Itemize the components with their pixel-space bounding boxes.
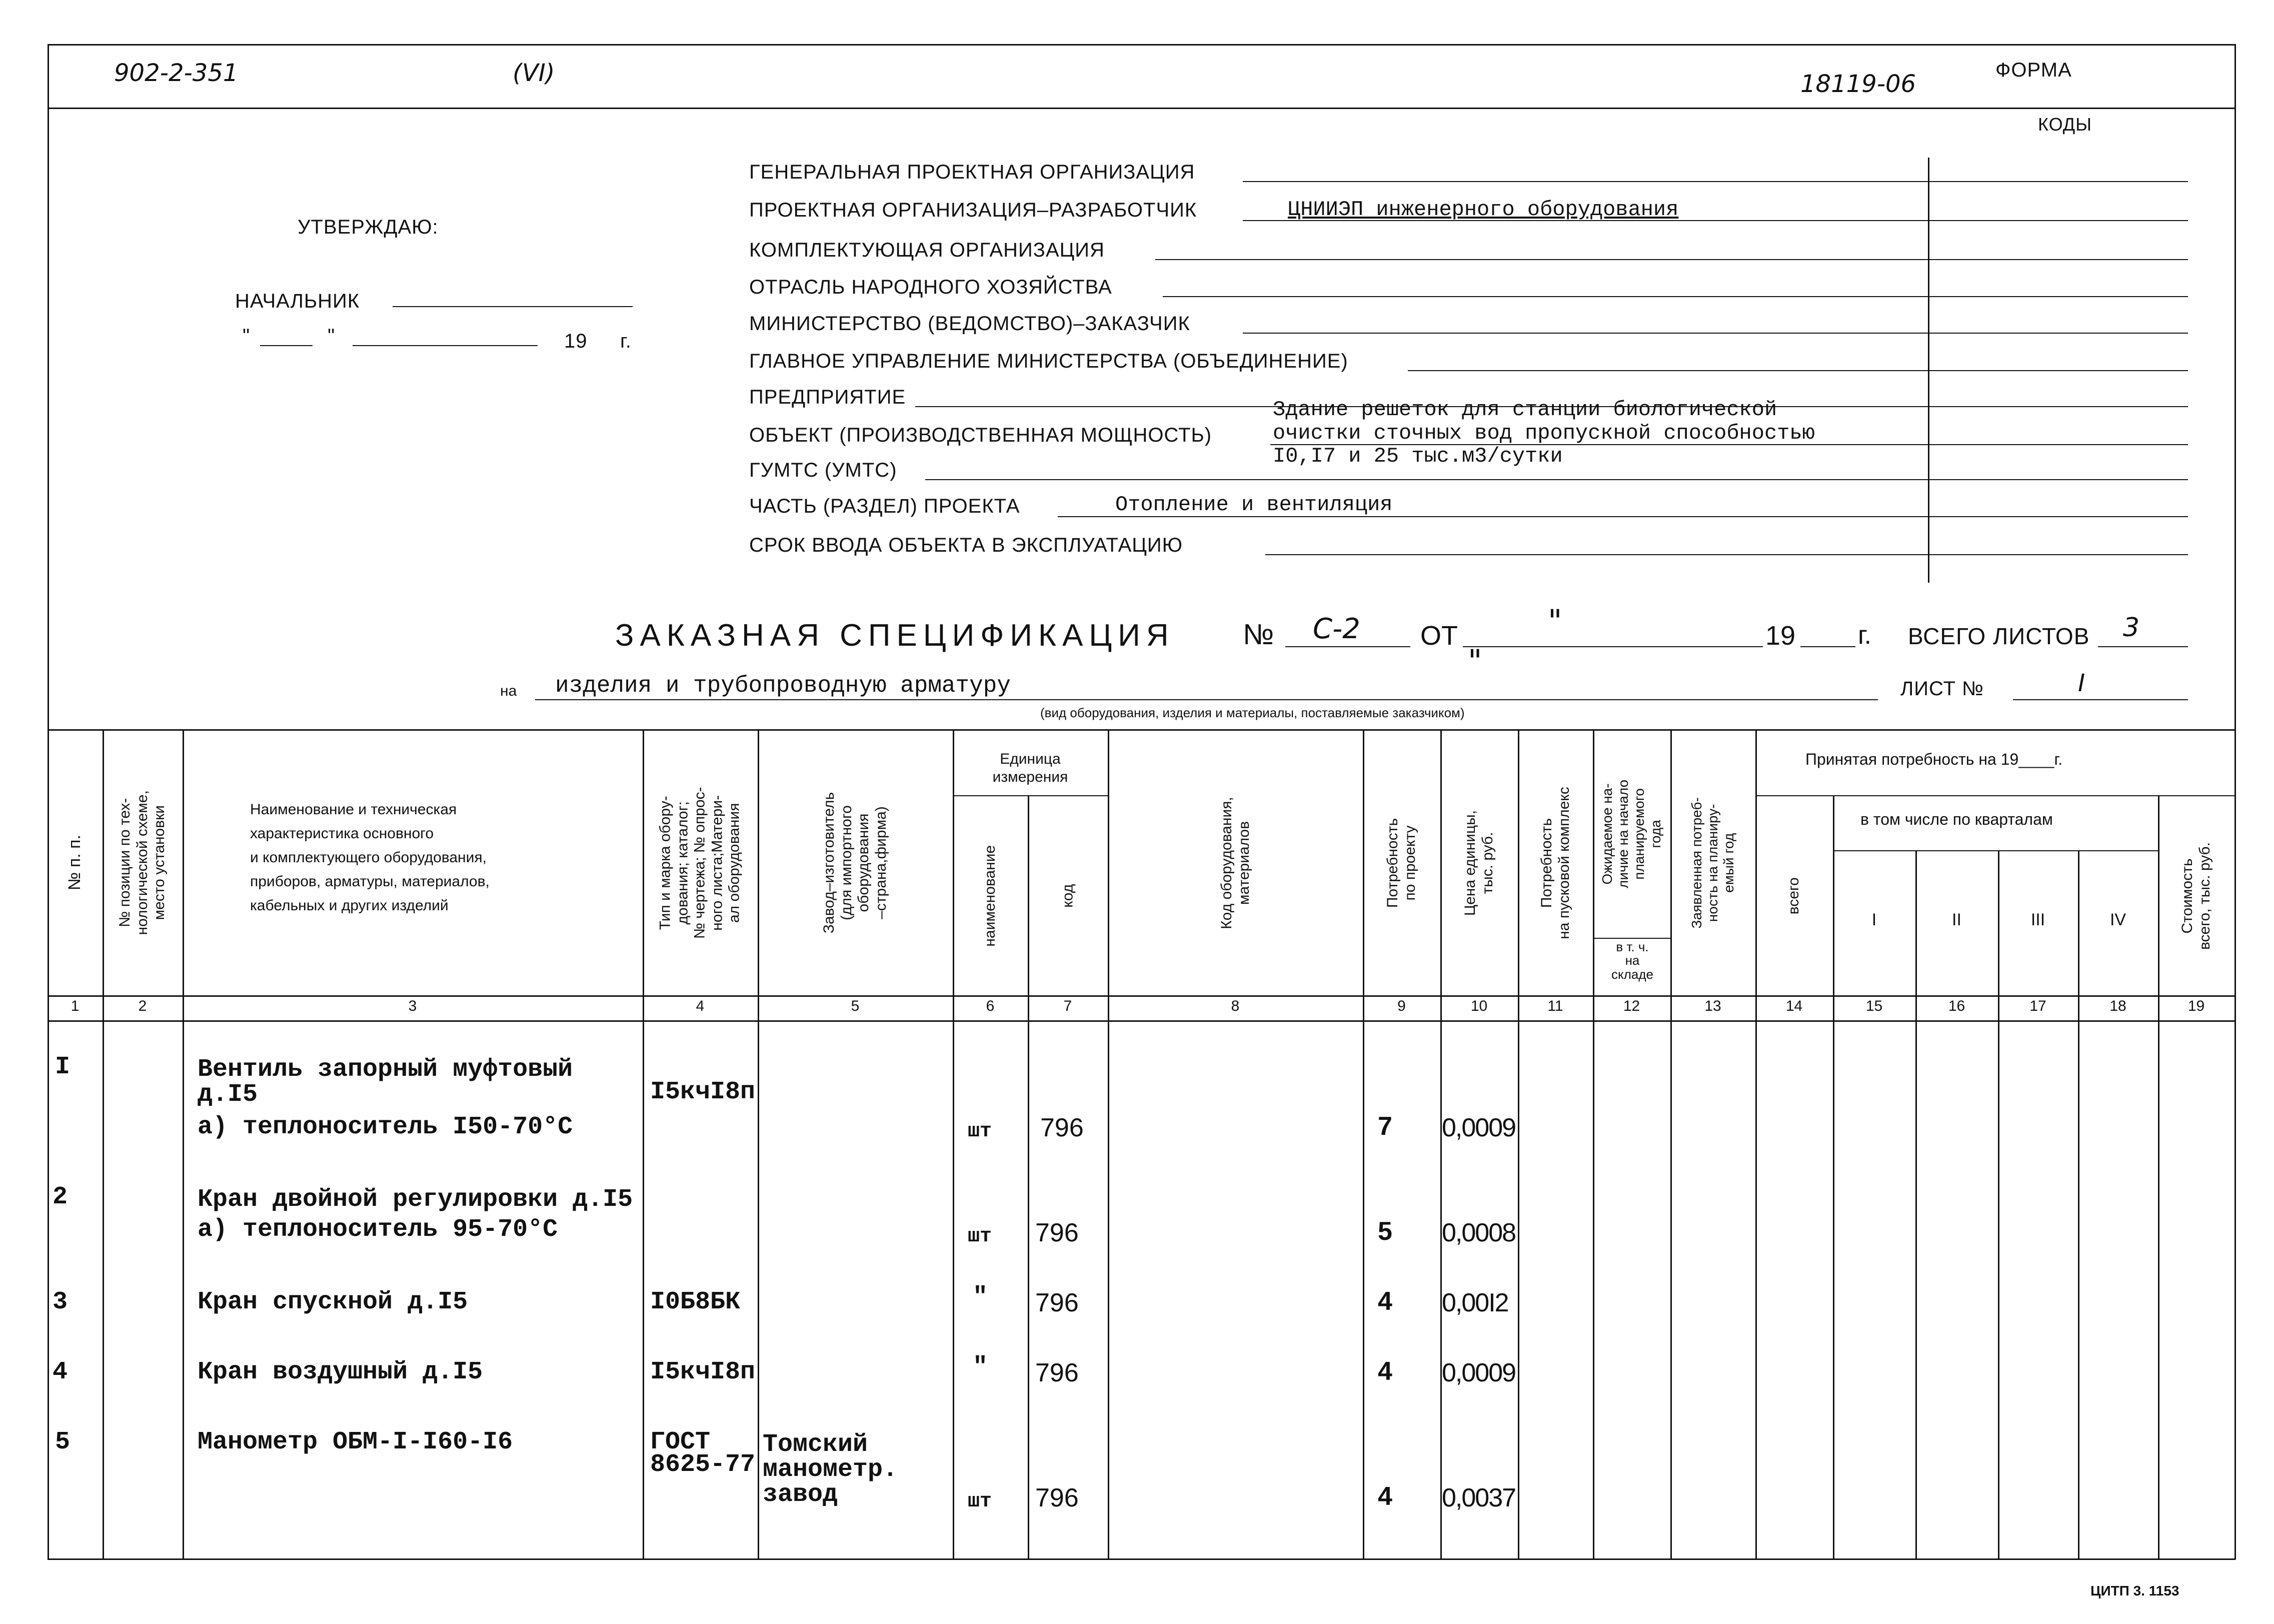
header-c8: Код оборудования, материалов (1218, 796, 1252, 929)
org-field-project-part: ЧАСТЬ (РАЗДЕЛ) ПРОЕКТА (749, 495, 1020, 517)
row-1-name-3: а) теплоноситель I50-70°С (198, 1113, 573, 1141)
row-5-maker-3: завод (763, 1480, 838, 1509)
row-5-maker-1: Томский (763, 1430, 868, 1459)
row-2-n: 2 (53, 1183, 68, 1211)
approval-year: 19 (564, 330, 588, 352)
spec-number: С-2 (1313, 613, 1360, 645)
org-field-object: ОБЪЕКТ (ПРОИЗВОДСТВЕННАЯ МОЩНОСТЬ) (749, 424, 1212, 446)
spec-title: ЗАКАЗНАЯ СПЕЦИФИКАЦИЯ (615, 618, 1175, 653)
approval-year-suffix: г. (620, 330, 632, 352)
row-5-type: ГОСТ (650, 1428, 711, 1456)
colnum: 8 (1231, 998, 1240, 1014)
row-2-unit: шт (968, 1225, 992, 1248)
row-1-price: 0,0009 (1442, 1113, 1516, 1142)
colnum: 16 (1948, 998, 1965, 1014)
row-4-n: 4 (53, 1358, 68, 1386)
spec-from-label: ОТ (1420, 621, 1458, 651)
row-2-name-2: а) теплоноситель 95-70°С (198, 1215, 558, 1244)
volume-number: (VI) (513, 59, 555, 87)
spec-from-quote: " (1548, 603, 1562, 639)
colnum: 5 (851, 998, 860, 1014)
colnum: 3 (408, 998, 417, 1014)
org-field-ministry: МИНИСТЕРСТВО (ВЕДОМСТВО)–ЗАКАЗЧИК (749, 313, 1190, 335)
colnum: 14 (1785, 998, 1803, 1014)
org-field-supplier: КОМПЛЕКТУЮЩАЯ ОРГАНИЗАЦИЯ (749, 239, 1105, 261)
sheet-number: I (2078, 669, 2085, 697)
object-text-line1: Здание решеток для станции биологической (1273, 398, 1777, 422)
row-4-price: 0,0009 (1442, 1358, 1516, 1387)
row-3-unit: " (973, 1283, 988, 1311)
codes-label: КОДЫ (2038, 114, 2092, 135)
approval-date-quote-2: " (328, 325, 336, 347)
org-field-main-directorate: ГЛАВНОЕ УПРАВЛЕНИЕ МИНИСТЕРСТВА (ОБЪЕДИНЕНИЕ) (749, 350, 1348, 372)
colnum: 2 (138, 998, 147, 1014)
org-field-deadline: СРОК ВВОДА ОБЪЕКТА В ЭКСПЛУАТАЦИЮ (749, 534, 1183, 556)
org-field-project-part-value: Отопление и вентиляция (1115, 493, 1393, 517)
header-c11: Потребность на пусковой комплекс (1538, 786, 1572, 939)
colnum: 9 (1397, 998, 1406, 1014)
row-3-price: 0,00I2 (1442, 1288, 1508, 1317)
row-5-price: 0,0037 (1442, 1483, 1516, 1512)
spec-number-label: № (1243, 618, 1274, 651)
colnum: 15 (1865, 998, 1883, 1014)
object-text-line3: I0,I7 и 25 тыс.м3/сутки (1273, 444, 1563, 468)
header-c12b: в т. ч. на складе (1611, 939, 1653, 982)
header-q4: IV (2109, 910, 2126, 929)
row-3-name-1: Кран спускной д.I5 (198, 1288, 468, 1316)
row-4-code: 796 (1035, 1358, 1079, 1387)
row-3-qty: 4 (1378, 1287, 1392, 1316)
row-1-name-2: д.I5 (198, 1080, 258, 1109)
row-1-unit: шт (968, 1120, 992, 1143)
row-4-name-1: Кран воздушный д.I5 (198, 1358, 483, 1386)
reference-number: 18119-06 (1800, 70, 1916, 98)
colnum: 13 (1704, 998, 1721, 1014)
header-c13: Заявленная потреб- ность на планиру- емый год (1688, 797, 1737, 929)
row-2-price: 0,0008 (1442, 1218, 1516, 1247)
row-5-n: 5 (55, 1428, 71, 1456)
doc-number: 902-2-351 (114, 59, 239, 87)
colnum: 4 (696, 998, 705, 1014)
row-5-unit: шт (968, 1490, 992, 1513)
row-3-type: I0Б8БК (650, 1288, 741, 1316)
row-4-unit: " (973, 1353, 988, 1381)
total-sheets-label: ВСЕГО ЛИСТОВ (1908, 623, 2090, 649)
colnum: 7 (1063, 998, 1072, 1014)
spec-year-label: 19 (1765, 621, 1796, 651)
header-accepted: Принятая потребность на 19____г. (1805, 750, 2063, 768)
row-1-name-1: Вентиль запорный муфтовый (198, 1055, 573, 1084)
org-field-gumts: ГУМТС (УМТС) (749, 459, 897, 481)
row-4-qty: 4 (1378, 1357, 1392, 1386)
row-3-n: 3 (53, 1288, 68, 1316)
spec-subject: изделия и трубопроводную арматуру (555, 673, 1011, 699)
header-q3: III (2030, 910, 2045, 929)
header-c7: код (1059, 884, 1076, 908)
header-c4: Тип и марка обору- дования; каталог; № чертежа; № опрос- ного листа;Матери- ал оборудования (657, 787, 743, 939)
row-1-n: I (55, 1053, 71, 1081)
row-3-code: 796 (1035, 1288, 1079, 1317)
header-c10: Цена единицы, тыс. руб. (1462, 810, 1496, 916)
colnum: 17 (2029, 998, 2046, 1014)
row-2-code: 796 (1035, 1218, 1079, 1247)
colnum: 18 (2109, 998, 2126, 1014)
header-c1: № п. п. (65, 835, 85, 891)
colnum: 19 (2187, 998, 2205, 1014)
colnum: 10 (1470, 998, 1488, 1014)
colnum: 11 (1547, 998, 1563, 1014)
org-field-developer-value: ЦНИИЭП инженерного оборудования (1288, 198, 1679, 222)
row-1-code: 796 (1040, 1113, 1084, 1142)
forma-label: ФОРМА (1995, 59, 2072, 81)
colnum: 12 (1623, 998, 1640, 1014)
spec-year-suffix: г. (1858, 621, 1872, 650)
header-c9: Потребность по проекту (1384, 818, 1418, 908)
header-c14: всего (1785, 877, 1802, 915)
colnum: 1 (71, 998, 80, 1014)
header-q1: I (1871, 910, 1877, 929)
footer-stamp: ЦИТП 3. 1153 (2090, 1583, 2179, 1598)
row-5-name-1: Манометр ОБМ-I-I60-I6 (198, 1428, 513, 1456)
header-c12: Ожидаемое на- личие на начало планируемого года (1599, 779, 1663, 889)
row-5-qty: 4 (1378, 1482, 1392, 1511)
object-text-line2: очистки сточных вод пропускной способностью (1273, 421, 1815, 445)
header-q2: II (1952, 910, 1961, 929)
total-sheets: 3 (2123, 613, 2140, 643)
spec-from-quote-2: " (1468, 643, 1482, 679)
header-c3: Наименование и техническая характеристика основного и комплектующего оборудования, приборов, арматуры, материалов, кабельных и других изделий (250, 801, 490, 914)
row-5-code: 796 (1035, 1483, 1079, 1512)
org-field-industry: ОТРАСЛЬ НАРОДНОГО ХОЗЯЙСТВА (749, 276, 1112, 298)
header-c6: наименование (981, 845, 998, 947)
approve-label: УТВЕРЖДАЮ: (298, 216, 439, 238)
spec-on-label: на (500, 683, 517, 699)
header-quarters: в том числе по кварталам (1860, 810, 2053, 828)
header-c19: Стоимость всего, тыс. руб. (2179, 842, 2213, 950)
row-5-type-2: 8625-77 (650, 1450, 756, 1479)
header-c5: Завод–изготовитель (для импортного оборудования –страна,фирма) (820, 792, 889, 934)
header-c2: № позиции по тех- нологической схеме, место установки (117, 790, 168, 935)
org-field-enterprise: ПРЕДПРИЯТИЕ (749, 386, 906, 408)
spec-subject-note: (вид оборудования, изделия и материалы, поставляемые заказчиком) (1040, 705, 1465, 720)
row-1-type: I5кчI8п (650, 1078, 756, 1106)
org-field-developer: ПРОЕКТНАЯ ОРГАНИЗАЦИЯ–РАЗРАБОТЧИК (749, 199, 1197, 221)
approval-date-quote: " (243, 325, 251, 347)
row-5-maker-2: манометр. (763, 1455, 898, 1484)
colnum: 6 (986, 998, 995, 1014)
row-2-qty: 5 (1378, 1217, 1392, 1246)
row-4-type: I5кчI8п (650, 1358, 756, 1386)
row-2-name-1: Кран двойной регулировки д.I5 (198, 1185, 633, 1214)
chief-label: НАЧАЛЬНИК (235, 290, 360, 312)
header-unit: Единица измерения (992, 751, 1068, 785)
org-field-general: ГЕНЕРАЛЬНАЯ ПРОЕКТНАЯ ОРГАНИЗАЦИЯ (749, 161, 1195, 183)
row-1-qty: 7 (1378, 1112, 1392, 1141)
sheet-label: ЛИСТ № (1900, 678, 1984, 700)
